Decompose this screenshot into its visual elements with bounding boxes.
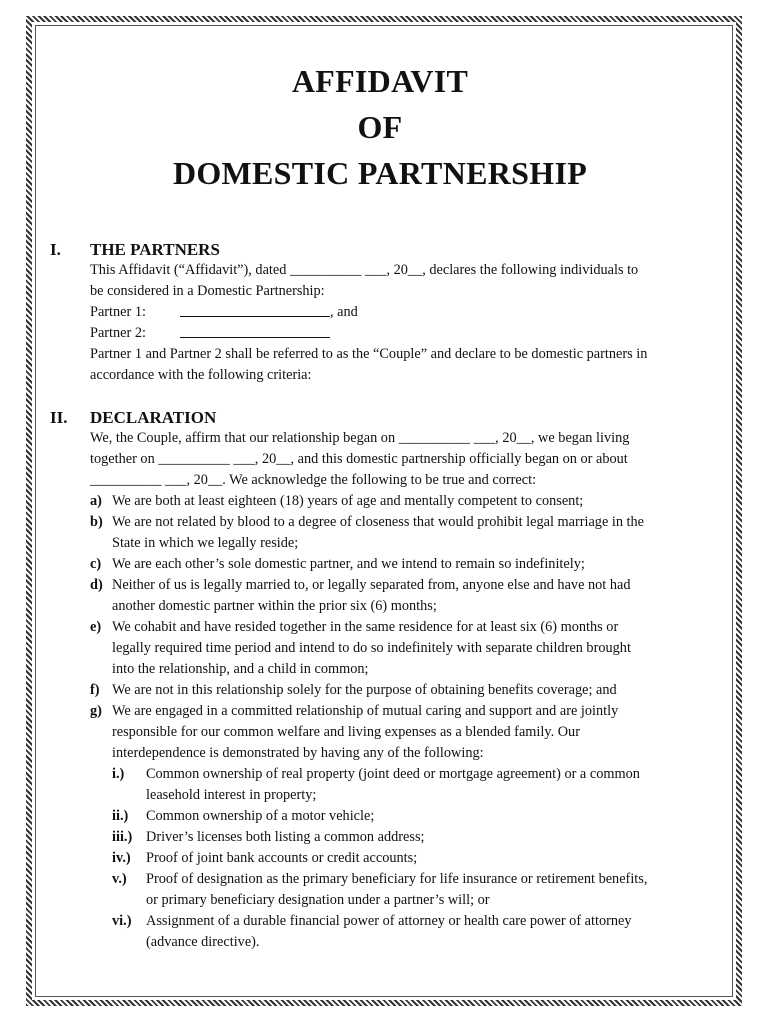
list-item — [90, 617, 710, 680]
item-marker: d) — [90, 577, 103, 593]
item-text — [112, 680, 710, 701]
partner1-row — [90, 302, 710, 323]
item-text — [112, 617, 710, 680]
section-number: I. — [50, 240, 61, 259]
item-text — [112, 554, 710, 575]
sub-list-item — [112, 827, 710, 848]
item-text — [146, 764, 710, 806]
paragraph-line: Partner 1 and Partner 2 shall be referred to as the “Couple” and declare to be domestic partners in — [90, 346, 648, 362]
item-marker: i.) — [112, 766, 125, 782]
sub-list-item — [112, 806, 710, 827]
section-title: DECLARATION — [90, 408, 217, 427]
item-line: We cohabit and have resided together in the same residence for at least six (6) months or — [112, 619, 619, 635]
list-item — [90, 680, 710, 701]
item-line: leasehold interest in property; — [146, 787, 317, 803]
list-item — [90, 554, 710, 575]
item-line: We are engaged in a committed relationship of mutual caring and support and are jointly — [112, 703, 619, 719]
item-line: Common ownership of real property (joint deed or mortgage agreement) or a common — [146, 766, 640, 782]
item-line: We are not in this relationship solely for the purpose of obtaining benefits coverage; and — [112, 682, 617, 698]
paragraph-line: be considered in a Domestic Partnership: — [90, 283, 325, 299]
document-title — [50, 58, 710, 196]
item-line: interdependence is demonstrated by having any of the following: — [112, 745, 484, 761]
item-marker: iii.) — [112, 829, 133, 845]
partner1-blank[interactable] — [180, 302, 330, 317]
item-marker: v.) — [112, 871, 127, 887]
paragraph-line: accordance with the following criteria: — [90, 367, 312, 383]
section-number: II. — [50, 408, 68, 427]
paragraph-line: This Affidavit (“Affidavit”), dated __________ ___, 20__, declares the following individuals to — [90, 262, 639, 278]
item-text — [146, 911, 710, 953]
item-line: (advance directive). — [146, 934, 260, 950]
item-marker: c) — [90, 556, 102, 572]
item-line: Neither of us is legally married to, or legally separated from, anyone else and have not had — [112, 577, 631, 593]
item-text — [146, 806, 710, 827]
list-item — [90, 491, 710, 512]
item-line: or primary beneficiary designation under a partner’s will; or — [146, 892, 490, 908]
item-text — [112, 512, 710, 554]
section-heading — [50, 408, 710, 428]
item-line: We are each other’s sole domestic partner, and we intend to remain so indefinitely; — [112, 556, 585, 572]
partner1-label: Partner 1: — [90, 304, 146, 320]
item-text — [146, 827, 710, 848]
title-line-1: AFFIDAVIT — [291, 63, 469, 99]
item-line: another domestic partner within the prior six (6) months; — [112, 598, 437, 614]
criteria-list — [90, 491, 710, 764]
item-text — [112, 575, 710, 617]
item-line: Common ownership of a motor vehicle; — [146, 808, 375, 824]
partner2-row — [90, 323, 710, 344]
section-partners — [50, 240, 710, 386]
section-heading — [50, 240, 710, 260]
item-marker: iv.) — [112, 850, 131, 866]
item-marker: e) — [90, 619, 102, 635]
section-body — [90, 428, 710, 953]
item-marker: ii.) — [112, 808, 129, 824]
item-marker: f) — [90, 682, 100, 698]
item-line: legally required time period and intend to do so indefinitely with separate children brought — [112, 640, 631, 656]
item-line: into the relationship, and a child in common; — [112, 661, 369, 677]
list-item — [90, 701, 710, 764]
item-text — [146, 869, 710, 911]
item-line: Driver’s licenses both listing a common address; — [146, 829, 425, 845]
paragraph-line: We, the Couple, affirm that our relationship began on __________ ___, 20__, we began living — [90, 430, 630, 446]
sub-list-item — [112, 911, 710, 953]
sub-list-item — [112, 869, 710, 911]
partner2-label: Partner 2: — [90, 325, 146, 341]
item-text — [146, 848, 710, 869]
partner2-blank[interactable] — [180, 323, 330, 338]
item-line: We are both at least eighteen (18) years of age and mentally competent to consent; — [112, 493, 584, 509]
paragraph-line: __________ ___, 20__. We acknowledge the following to be true and correct: — [90, 472, 537, 488]
item-line: State in which we legally reside; — [112, 535, 299, 551]
partner1-suffix: , and — [330, 304, 358, 320]
item-line: Assignment of a durable financial power of attorney or health care power of attorney — [146, 913, 632, 929]
item-line: responsible for our common welfare and living expenses as a blended family. Our — [112, 724, 580, 740]
section-declaration — [50, 408, 710, 953]
item-line: Proof of joint bank accounts or credit accounts; — [146, 850, 418, 866]
item-marker: b) — [90, 514, 103, 530]
title-line-2: OF — [357, 109, 403, 145]
item-marker: g) — [90, 703, 102, 719]
paragraph-line: together on __________ ___, 20__, and this domestic partnership officially began on or about — [90, 451, 628, 467]
document-content — [50, 58, 710, 975]
list-item — [90, 575, 710, 617]
item-line: We are not related by blood to a degree of closeness that would prohibit legal marriage in the — [112, 514, 645, 530]
list-item — [90, 512, 710, 554]
section-title: THE PARTNERS — [90, 240, 220, 259]
interdependence-list — [112, 764, 710, 953]
item-marker: vi.) — [112, 913, 132, 929]
item-text — [112, 491, 710, 512]
title-line-3: DOMESTIC PARTNERSHIP — [172, 155, 588, 191]
sub-list-item — [112, 848, 710, 869]
item-line: Proof of designation as the primary beneficiary for life insurance or retirement benefits, — [146, 871, 648, 887]
item-marker: a) — [90, 493, 102, 509]
sub-list-item — [112, 764, 710, 806]
item-text — [112, 701, 710, 764]
section-body — [90, 260, 710, 386]
